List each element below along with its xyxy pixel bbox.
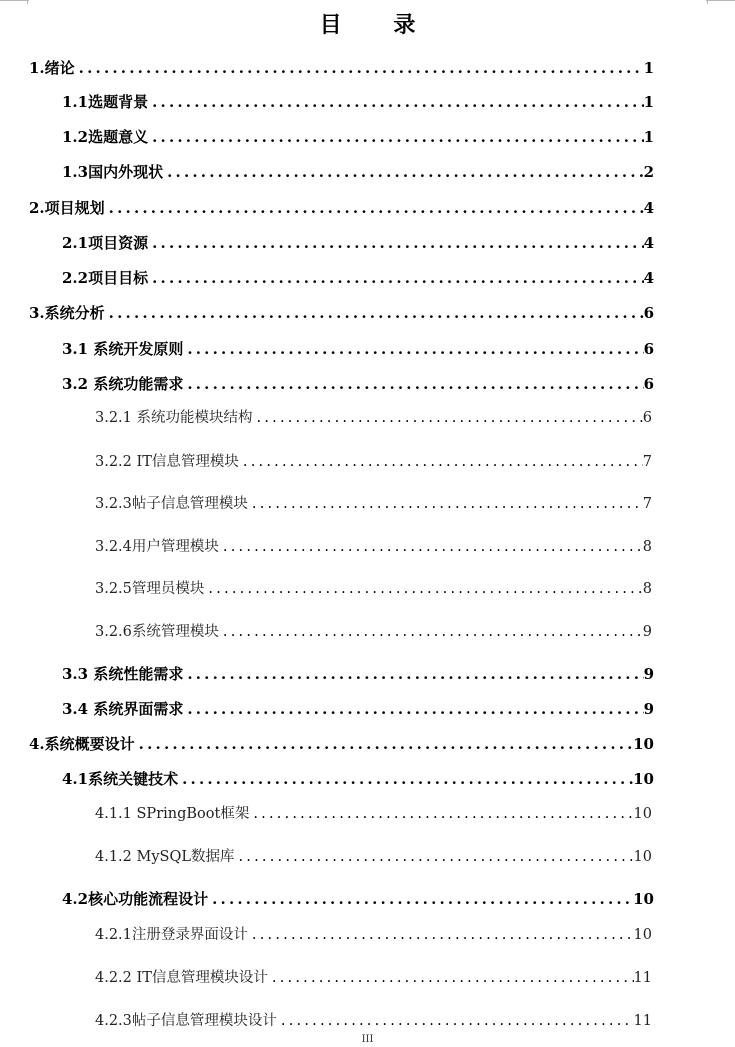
toc-entry-page-number: 9 bbox=[643, 700, 654, 718]
dot-leader bbox=[185, 662, 643, 686]
toc-entry[interactable] bbox=[95, 802, 652, 826]
toc-title: 目 录 bbox=[319, 13, 438, 38]
toc-entry-page-number: 1 bbox=[643, 128, 654, 146]
dot-leader bbox=[221, 620, 643, 644]
toc-entry-page-number: 7 bbox=[642, 454, 652, 470]
toc-entry-label: 3.1 系统开发原则 bbox=[62, 340, 184, 358]
toc-entry[interactable] bbox=[62, 337, 654, 361]
dot-leader bbox=[237, 845, 634, 869]
toc-entry-page-number: 10 bbox=[633, 890, 654, 908]
toc-entry-label: 3.2.3帖子信息管理模块 bbox=[95, 496, 248, 512]
toc-entry[interactable] bbox=[62, 372, 654, 396]
toc-entry[interactable] bbox=[95, 923, 652, 947]
toc-entry-label: 2.项目规划 bbox=[29, 199, 105, 217]
toc-entry[interactable] bbox=[62, 697, 654, 721]
toc-entry-page-number: 4 bbox=[643, 199, 654, 217]
toc-entry[interactable] bbox=[95, 966, 652, 990]
toc-entry[interactable] bbox=[95, 535, 652, 559]
toc-entry[interactable] bbox=[29, 301, 654, 325]
toc-entry[interactable] bbox=[62, 662, 654, 686]
toc-entry[interactable] bbox=[95, 1009, 652, 1033]
toc-entry-label: 3.2.4用户管理模块 bbox=[95, 539, 219, 555]
toc-entry[interactable] bbox=[29, 56, 654, 80]
dot-leader bbox=[77, 56, 644, 80]
toc-entry-label: 3.3 系统性能需求 bbox=[62, 665, 184, 683]
toc-entry-page-number: 10 bbox=[633, 735, 654, 753]
toc-entry-page-number: 6 bbox=[643, 375, 654, 393]
dot-leader bbox=[180, 767, 633, 791]
toc-entry-label: 4.2核心功能流程设计 bbox=[62, 890, 209, 908]
toc-entry[interactable] bbox=[62, 125, 654, 149]
toc-entry[interactable] bbox=[95, 620, 652, 644]
toc-entry-label: 4.1.2 MySQL数据库 bbox=[95, 849, 235, 865]
toc-entry-label: 1.绪论 bbox=[29, 59, 75, 77]
toc-entry-page-number: 9 bbox=[642, 624, 652, 640]
toc-entry-label: 3.4 系统界面需求 bbox=[62, 700, 184, 718]
toc-entry-label: 3.2.1 系统功能模块结构 bbox=[95, 410, 253, 426]
toc-entry[interactable] bbox=[95, 492, 652, 516]
dot-leader bbox=[165, 160, 643, 184]
toc-entry-page-number: 10 bbox=[633, 927, 652, 943]
toc-entry-label: 3.2 系统功能需求 bbox=[62, 375, 184, 393]
toc-entry[interactable] bbox=[95, 406, 652, 430]
toc-entry-label: 1.2选题意义 bbox=[62, 128, 149, 146]
dot-leader bbox=[206, 577, 642, 601]
toc-entry-label: 4.2.1注册登录界面设计 bbox=[95, 927, 248, 943]
dot-leader bbox=[150, 266, 643, 290]
dot-leader bbox=[107, 196, 644, 220]
toc-entry-page-number: 6 bbox=[643, 340, 654, 358]
toc-entry-label: 3.系统分析 bbox=[29, 304, 105, 322]
toc-entry-label: 1.3国内外现状 bbox=[62, 163, 164, 181]
dot-leader bbox=[270, 966, 634, 990]
toc-entry-page-number: 1 bbox=[643, 93, 654, 111]
dot-leader bbox=[185, 697, 643, 721]
dot-leader bbox=[255, 406, 643, 430]
toc-entry[interactable] bbox=[95, 577, 652, 601]
dot-leader bbox=[250, 492, 643, 516]
toc-entry[interactable] bbox=[62, 90, 654, 114]
toc-entry-page-number: 8 bbox=[642, 581, 652, 597]
toc-entry-page-number: 8 bbox=[642, 539, 652, 555]
dot-leader bbox=[150, 125, 643, 149]
toc-entry-page-number: 7 bbox=[642, 496, 652, 512]
toc-entry-label: 4.1.1 SPringBoot框架 bbox=[95, 806, 250, 822]
toc-entry-page-number: 10 bbox=[633, 849, 652, 865]
toc-entry-label: 2.2项目目标 bbox=[62, 269, 149, 287]
toc-entry-label: 2.1项目资源 bbox=[62, 234, 149, 252]
dot-leader bbox=[251, 802, 633, 826]
toc-entry-label: 4.2.3帖子信息管理模块设计 bbox=[95, 1013, 277, 1029]
dot-leader bbox=[137, 732, 633, 756]
toc-entry-label: 4.系统概要设计 bbox=[29, 735, 135, 753]
toc-entry-label: 1.1选题背景 bbox=[62, 93, 149, 111]
toc-entry-page-number: 2 bbox=[643, 163, 654, 181]
toc-entry[interactable] bbox=[62, 266, 654, 290]
dot-leader bbox=[150, 90, 643, 114]
toc-entry-page-number: 10 bbox=[633, 806, 652, 822]
page-number-footer: III bbox=[361, 1034, 374, 1045]
toc-entry-label: 3.2.2 IT信息管理模块 bbox=[95, 454, 239, 470]
toc-entry[interactable] bbox=[95, 450, 652, 474]
dot-leader bbox=[250, 923, 634, 947]
dot-leader bbox=[185, 337, 643, 361]
toc-entry[interactable] bbox=[29, 196, 654, 220]
dot-leader bbox=[221, 535, 643, 559]
dot-leader bbox=[150, 231, 643, 255]
toc-entry[interactable] bbox=[95, 845, 652, 869]
toc-entry[interactable] bbox=[62, 160, 654, 184]
toc-entry-page-number: 4 bbox=[643, 269, 654, 287]
dot-leader bbox=[210, 887, 633, 911]
toc-entry-label: 3.2.5管理员模块 bbox=[95, 581, 205, 597]
toc-entry-page-number: 1 bbox=[643, 59, 654, 77]
toc-entry-page-number: 6 bbox=[642, 410, 652, 426]
dot-leader bbox=[241, 450, 643, 474]
toc-entry-page-number: 11 bbox=[633, 970, 652, 986]
toc-entry-page-number: 4 bbox=[643, 234, 654, 252]
toc-entry-label: 3.2.6系统管理模块 bbox=[95, 624, 219, 640]
toc-entry-label: 4.2.2 IT信息管理模块设计 bbox=[95, 970, 268, 986]
toc-entry-page-number: 6 bbox=[643, 304, 654, 322]
toc-entry-label: 4.1系统关键技术 bbox=[62, 770, 179, 788]
toc-entry[interactable] bbox=[29, 732, 654, 756]
dot-leader bbox=[279, 1009, 634, 1033]
dot-leader bbox=[185, 372, 643, 396]
toc-entry-page-number: 11 bbox=[633, 1013, 652, 1029]
toc-entry-page-number: 10 bbox=[633, 770, 654, 788]
toc-entry[interactable] bbox=[62, 231, 654, 255]
toc-entry[interactable] bbox=[62, 887, 654, 911]
dot-leader bbox=[107, 301, 644, 325]
toc-entry-page-number: 9 bbox=[643, 665, 654, 683]
toc-entry[interactable] bbox=[62, 767, 654, 791]
